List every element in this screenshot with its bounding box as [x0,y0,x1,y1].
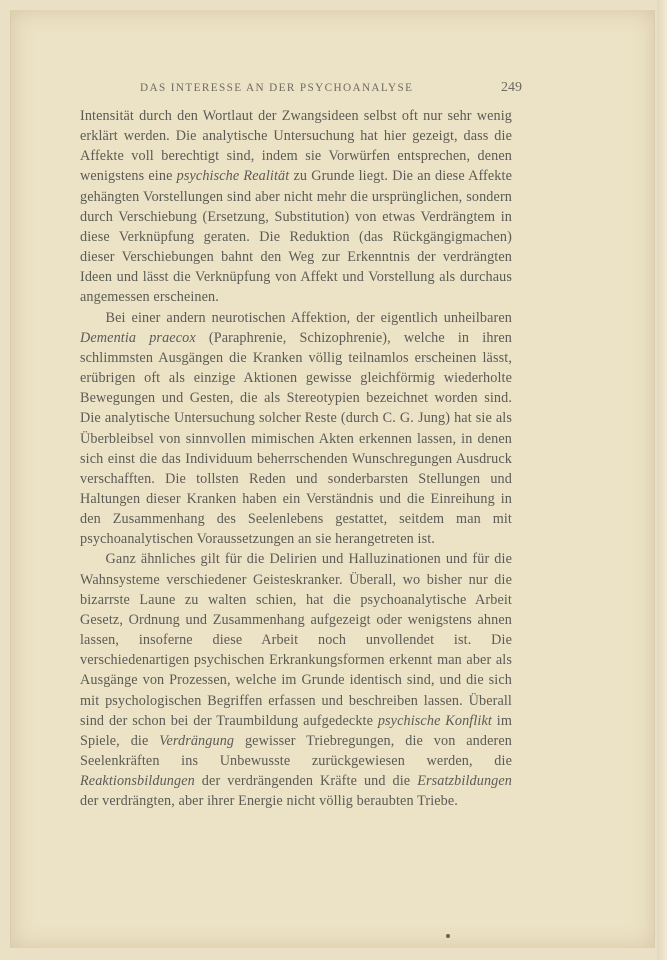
paragraph [80,106,512,308]
text-run: (Paraphrenie, Schizophrenie), welche in ihren schlimmsten Ausgängen die Kranken völlig teilnamlos erscheinen lässt, erübrigen oft als einzige Aktionen gewisse gleichförmig wiederholte Bewegungen und Gesten, die als Stereotypien bezeichnet worden sind. Die analytische Untersuchung solcher Reste (durch C. G. Jung) hat sie als Überbleibsel von sinnvollen mimischen Akten erkennen lassen, in denen sich einst die das Individuum beherrschenden Wunschregungen Ausdruck verschafften. Die tollsten Reden und sonderbarsten Stellungen und Haltungen dieser Kranken haben ein Verständnis und die Einreihung in den Zusammenhang des Seelenlebens gestattet, seitdem man mit psychoanalytischen Voraussetzungen an sie herangetreten ist. [80,329,513,548]
text-run: gewisser Triebregungen, die von anderen Seelenkräften ins Unbewusste zurückgewiesen werden, die [80,732,512,769]
emphasized-term: psychische Realität [176,168,290,185]
page-edge [657,0,667,960]
emphasized-term: Dementia praecox [80,329,196,346]
emphasized-term: psychische Konflikt [377,712,492,729]
text-run: im Spiele, die [80,712,512,749]
text-run: der verdrängenden Kräfte und die [194,773,418,790]
page-speck [446,934,450,938]
emphasized-term: Verdrängung [159,732,235,749]
text-run: Intensität durch den Wortlaut der Zwangsideen selbst oft nur sehr wenig erklärt werden. Die analytische Untersuchung hat hier gezeigt, dass die Affekte voll berechtigt sind, indem sie Vorwürfen entsprechen, denen wenigstens eine [80,108,512,185]
text-run: Bei einer andern neurotischen Affektion, der eigentlich unheilbaren [105,309,512,326]
body-text [80,106,512,811]
text-run: zu Grunde liegt. Die an diese Affekte gehängten Vorstellungen sind aber nicht mehr die ursprünglichen, sondern durch Verschiebung (Ersetzung, Substitution) von etwas Verdrängtem in diese Verknüpfung geraten. Die Reduktion (das Rückgängigmachen) dieser Verschiebungen bahnt den Weg zur Erkenntnis der verdrängten Ideen und lässt die Verknüpfung von Affekt und Vorstellung als durchaus angemessen erscheinen. [80,168,512,306]
page-header [140,80,522,100]
text-run: der verdrängten, aber ihrer Energie nicht völlig beraubten Triebe. [80,793,458,810]
running-head: DAS INTERESSE AN DER PSYCHOANALYSE [140,82,414,94]
text-run: Ganz ähnliches gilt für die Delirien und Halluzinationen und für die Wahnsysteme verschiedener Geisteskranker. Überall, wo bisher nur die bizarrste Laune zu walten schien, hat die psychoanalytische Arbeit Gesetz, Ordnung und Zusammenhang aufgezeigt oder wenigstens ahnen lassen, insoferne diese Arbeit noch unvollendet ist. Die verschiedenartigen psychischen Erkrankungsformen erkennt man aber als Ausgänge von Prozessen, welche im Grunde identisch sind, und die sich mit psychologischen Begriffen erfassen und beschreiben lassen. Überall sind der schon bei der Traumbildung aufgedeckte [80,551,512,729]
emphasized-term: Reaktionsbildungen [80,773,195,790]
page-number: 249 [501,80,522,95]
emphasized-term: Ersatzbildungen [417,773,512,790]
paragraph [80,308,512,550]
paragraph [80,549,512,811]
